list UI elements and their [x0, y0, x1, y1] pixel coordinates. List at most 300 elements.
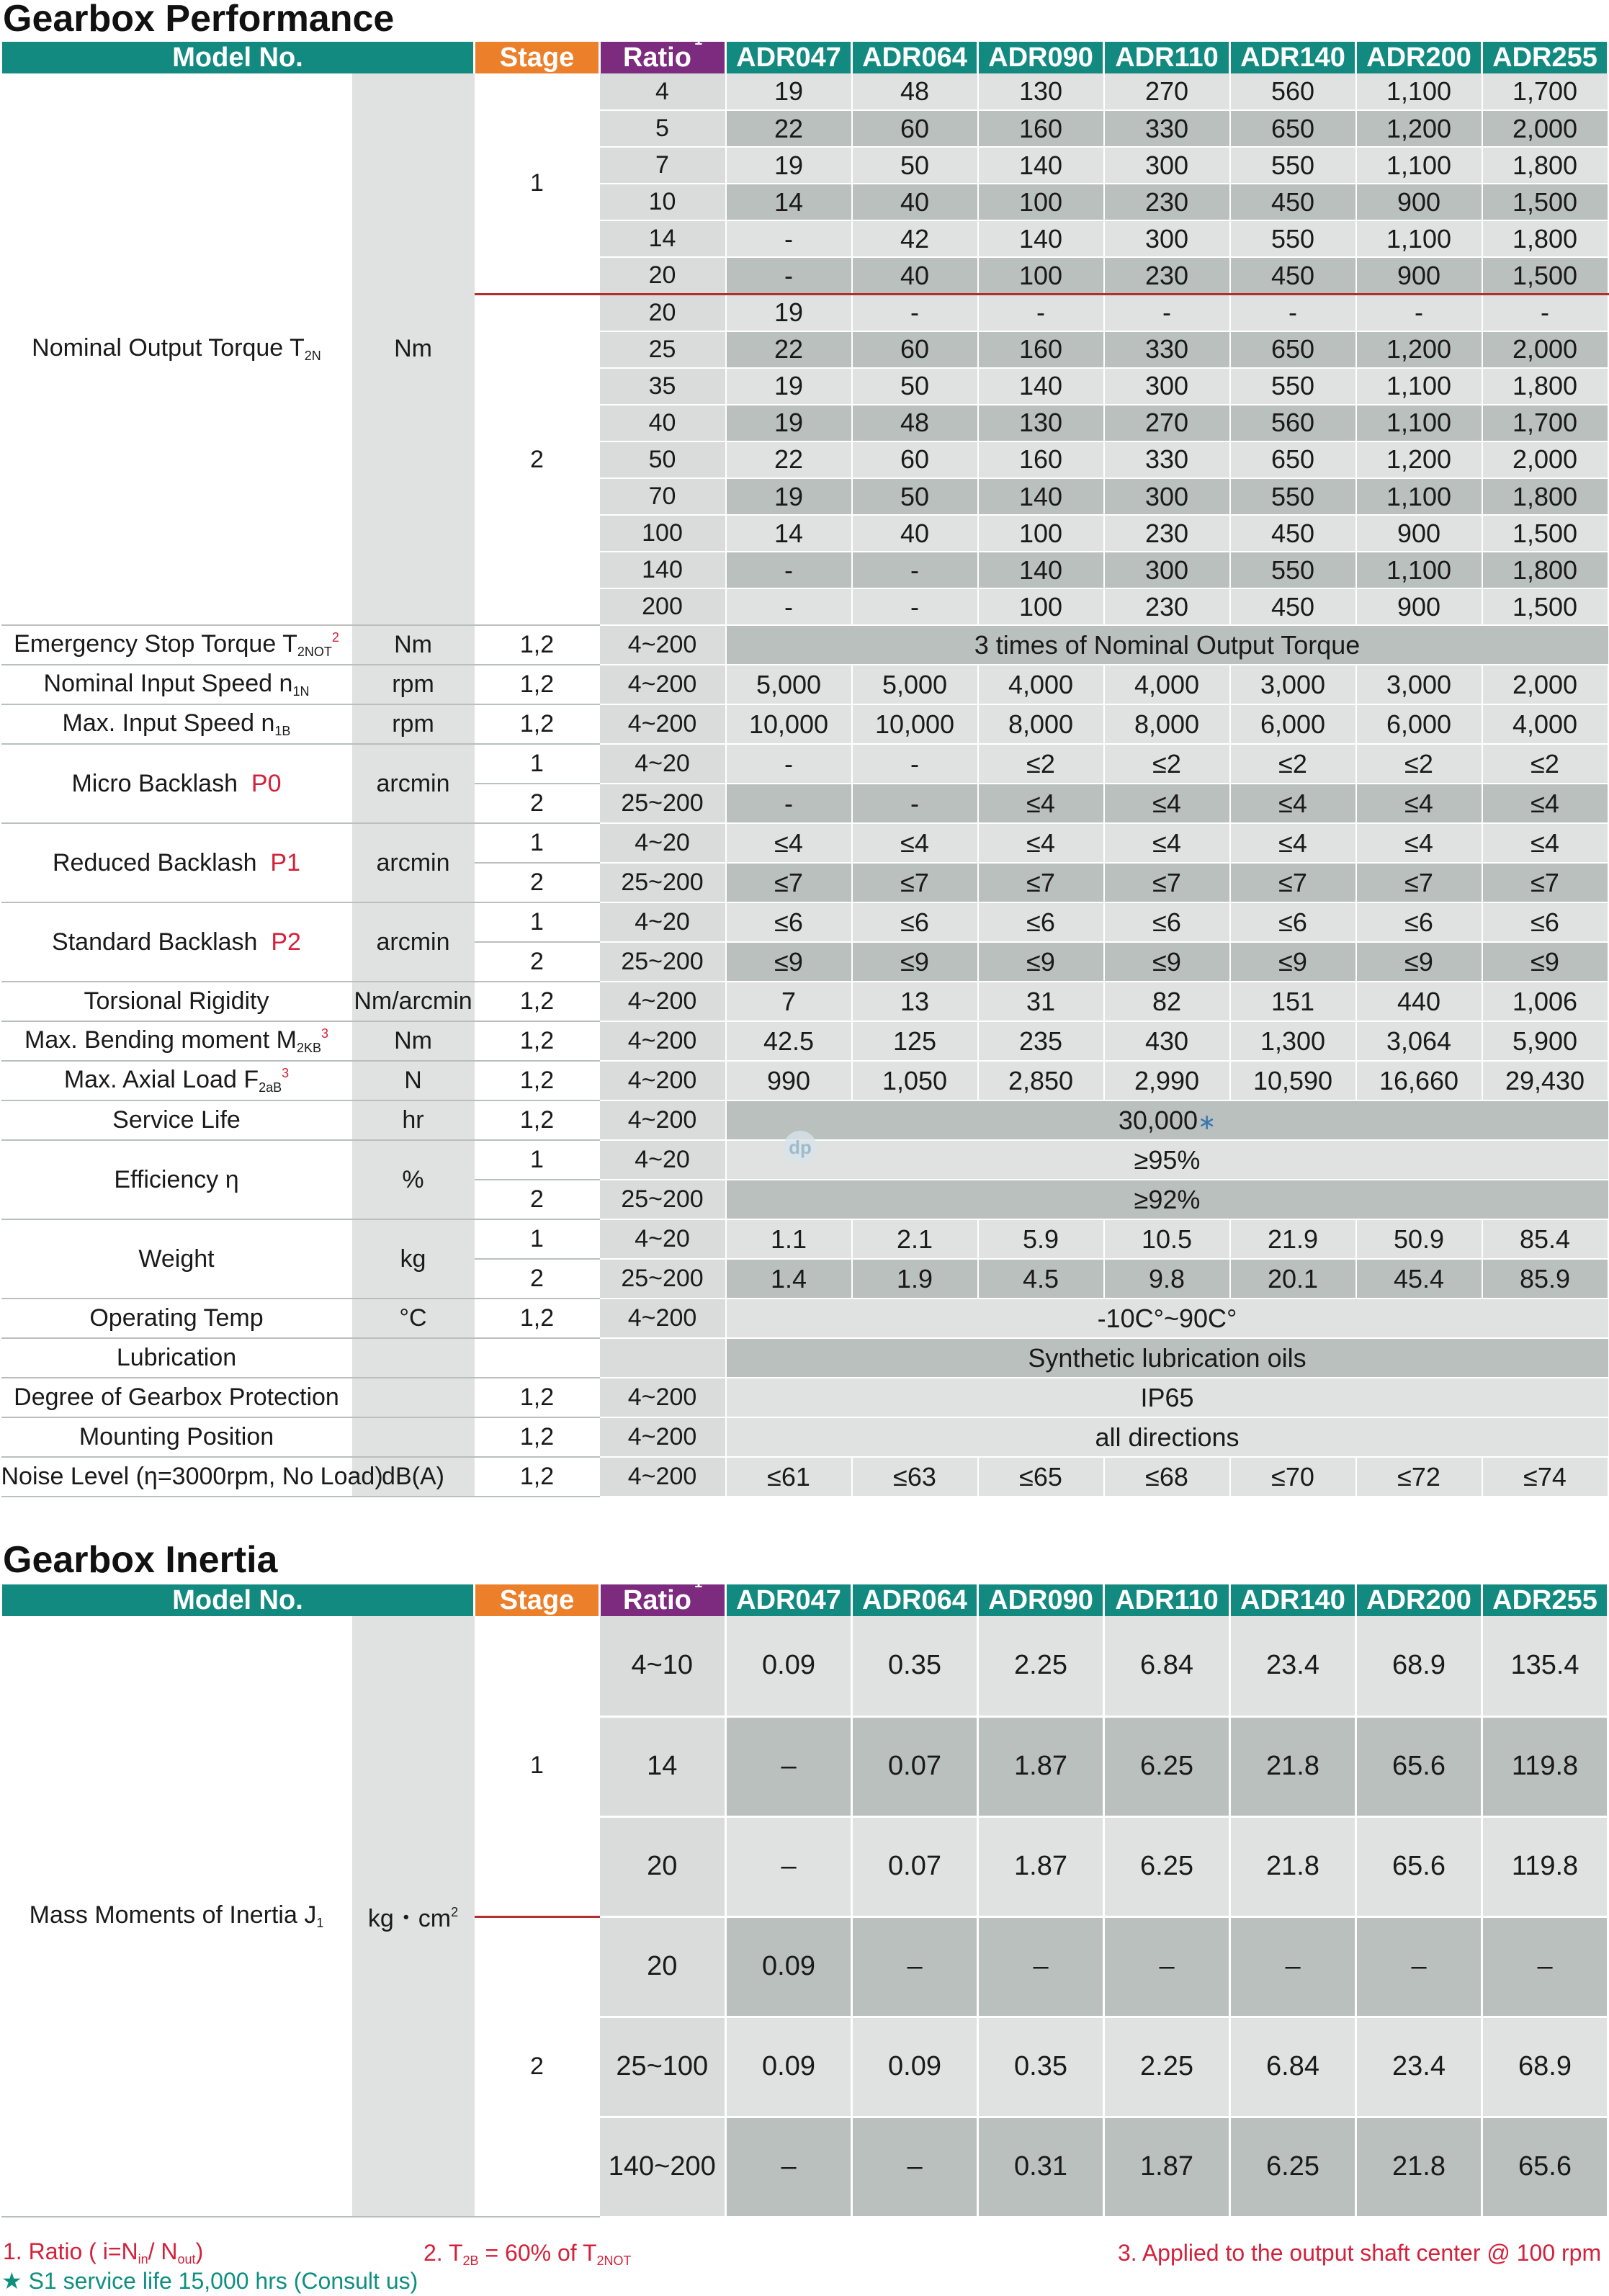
- param-reduced: Reduced Backlash P1: [1, 823, 352, 902]
- value-cell: ≤63: [852, 1457, 978, 1497]
- value-cell: 550: [1230, 220, 1356, 257]
- value-cell: 1.9: [852, 1259, 978, 1299]
- row-micro: [1, 744, 1608, 784]
- value-cell: 900: [1356, 184, 1482, 220]
- value-cell: 550: [1230, 478, 1356, 515]
- param-life: Service Life: [1, 1100, 352, 1140]
- param-mounting: Mounting Position: [1, 1417, 352, 1457]
- value-cell: 1,200: [1356, 331, 1482, 368]
- value-cell: 10.5: [1104, 1219, 1230, 1259]
- row-standard: [1, 902, 1608, 942]
- value-cell: ≤2: [1482, 744, 1608, 784]
- ratio-cell: 25~200: [600, 863, 726, 902]
- row-bending: [1, 1021, 1608, 1061]
- value-cell: 1,006: [1482, 982, 1608, 1021]
- value-cell: ≤4: [1104, 823, 1230, 863]
- value-cell: 4.5: [978, 1259, 1104, 1299]
- value-cell: 8,000: [978, 704, 1104, 744]
- value-cell: ≤6: [726, 902, 852, 942]
- value-cell: 22: [726, 110, 852, 147]
- ratio-cell: 100: [600, 515, 726, 552]
- value-cell: 0.09: [852, 2017, 978, 2117]
- value-cell: 560: [1230, 405, 1356, 441]
- value-cell: 330: [1104, 110, 1230, 147]
- value-cell: 82: [1104, 982, 1230, 1021]
- ratio-cell: 25: [600, 331, 726, 368]
- table-row: [1, 1616, 1608, 1716]
- value-cell: 68.9: [1482, 2017, 1608, 2117]
- value-cell: 6,000: [1356, 704, 1482, 744]
- value-cell: 160: [978, 110, 1104, 147]
- param-rigidity: Torsional Rigidity: [1, 982, 352, 1021]
- value-cell: 1,100: [1356, 147, 1482, 184]
- ratio-cell: 35: [600, 368, 726, 405]
- value-cell: 300: [1104, 147, 1230, 184]
- stage-header: Stage: [475, 42, 600, 73]
- value-cell: 0.31: [978, 2117, 1104, 2217]
- ratio-cell: 25~200: [600, 1180, 726, 1219]
- param-estop: Emergency Stop Torque $T_{2NOT}^2$: [1, 625, 352, 665]
- ratio-cell: 4~20: [600, 1219, 726, 1259]
- value-cell: 1,700: [1482, 405, 1608, 441]
- value-cell: 40: [852, 184, 978, 220]
- value-cell: ≤7: [726, 863, 852, 902]
- unit-cell: [352, 1378, 475, 1417]
- merged-value: -10C°~90C°: [726, 1299, 1608, 1338]
- value-cell: 22: [726, 331, 852, 368]
- model-col-header: ADR200: [1356, 1584, 1482, 1616]
- row-estop: [1, 625, 1608, 665]
- value-cell: 270: [1104, 405, 1230, 441]
- table-row: [1, 73, 1608, 110]
- model-col-header: ADR090: [978, 42, 1104, 73]
- param-nin: Nominal Input Speed $n_{1N}$: [1, 665, 352, 704]
- value-cell: 5,000: [852, 665, 978, 704]
- inertia-title: Gearbox Inertia: [3, 1539, 278, 1581]
- value-cell: ≤6: [1356, 902, 1482, 942]
- value-cell: ≤68: [1104, 1457, 1230, 1497]
- value-cell: 16,660: [1356, 1061, 1482, 1100]
- model-header: Model No.: [1, 42, 475, 73]
- value-cell: 650: [1230, 110, 1356, 147]
- value-cell: 23.4: [1356, 2017, 1482, 2117]
- ratio-cell: 25~100: [600, 2017, 726, 2117]
- value-cell: 140: [978, 220, 1104, 257]
- value-cell: 29,430: [1482, 1061, 1608, 1100]
- value-cell: –: [978, 1916, 1104, 2017]
- value-cell: -: [852, 588, 978, 625]
- value-cell: 1,050: [852, 1061, 978, 1100]
- value-cell: 40: [852, 257, 978, 294]
- value-cell: 990: [726, 1061, 852, 1100]
- value-cell: -: [852, 744, 978, 784]
- value-cell: 48: [852, 405, 978, 441]
- value-cell: 100: [978, 257, 1104, 294]
- ratio-cell: 25~200: [600, 942, 726, 982]
- value-cell: 19: [726, 478, 852, 515]
- ratio-cell: 4~20: [600, 1140, 726, 1180]
- unit-cell: rpm: [352, 704, 475, 744]
- value-cell: 21.9: [1230, 1219, 1356, 1259]
- value-cell: -: [1104, 295, 1230, 331]
- stage-cell: 2: [475, 863, 600, 902]
- value-cell: ≤4: [726, 823, 852, 863]
- unit-cell: °C: [352, 1299, 475, 1338]
- value-cell: -: [726, 784, 852, 823]
- value-cell: 151: [1230, 982, 1356, 1021]
- row-noise: [1, 1457, 1608, 1497]
- model-col-header: ADR110: [1104, 42, 1230, 73]
- stage-cell: 1,2: [475, 1378, 600, 1417]
- value-cell: ≤7: [1482, 863, 1608, 902]
- value-cell: 1,800: [1482, 552, 1608, 588]
- footnote-shaft: 3. Applied to the output shaft center @ 100 rpm: [1118, 2240, 1602, 2266]
- value-cell: 1,800: [1482, 147, 1608, 184]
- ratio-cell: 4~200: [600, 665, 726, 704]
- value-cell: 85.9: [1482, 1259, 1608, 1299]
- value-cell: 430: [1104, 1021, 1230, 1061]
- value-cell: ≤72: [1356, 1457, 1482, 1497]
- ratio-cell: 4~200: [600, 1378, 726, 1417]
- value-cell: ≤9: [1482, 942, 1608, 982]
- row-axial: [1, 1061, 1608, 1100]
- stage-header: Stage: [475, 1584, 600, 1616]
- value-cell: ≤65: [978, 1457, 1104, 1497]
- value-cell: 19: [726, 368, 852, 405]
- stage-cell: 1,2: [475, 625, 600, 665]
- ratio-cell: 14: [600, 1716, 726, 1816]
- param-inertia: Mass Moments of Inertia $J_1$: [1, 1616, 352, 2217]
- stage-cell: 1: [475, 902, 600, 942]
- value-cell: 1.1: [726, 1219, 852, 1259]
- value-cell: 0.09: [726, 2017, 852, 2117]
- value-cell: 1.87: [1104, 2117, 1230, 2217]
- value-cell: 300: [1104, 368, 1230, 405]
- value-cell: ≤4: [978, 823, 1104, 863]
- value-cell: –: [1104, 1916, 1230, 2017]
- param-maxin: Max. Input Speed $n_{1B}$: [1, 704, 352, 744]
- ratio-cell: 4~200: [600, 1417, 726, 1457]
- value-cell: 9.8: [1104, 1259, 1230, 1299]
- value-cell: 1,500: [1482, 184, 1608, 220]
- inertia-table: [0, 1574, 1609, 2218]
- ratio-cell: 140~200: [600, 2117, 726, 2217]
- stage-cell: 1,2: [475, 1457, 600, 1497]
- ratio-cell: 4~200: [600, 1299, 726, 1338]
- value-cell: 50: [852, 368, 978, 405]
- param-protection: Degree of Gearbox Protection: [1, 1378, 352, 1417]
- value-cell: ≤9: [1230, 942, 1356, 982]
- value-cell: ≤74: [1482, 1457, 1608, 1497]
- value-cell: 0.09: [726, 1616, 852, 1716]
- value-cell: ≤7: [852, 863, 978, 902]
- stage-cell: 2: [475, 784, 600, 823]
- stage-cell: 1,2: [475, 982, 600, 1021]
- model-col-header: ADR047: [726, 42, 852, 73]
- value-cell: 20.1: [1230, 1259, 1356, 1299]
- ratio-cell: 20: [600, 295, 726, 331]
- value-cell: ≤9: [726, 942, 852, 982]
- ratio-cell: 25~200: [600, 1259, 726, 1299]
- stage-cell: 2: [475, 1180, 600, 1219]
- stage-cell: 1,2: [475, 1417, 600, 1457]
- stage-cell: 1,2: [475, 704, 600, 744]
- value-cell: -: [726, 588, 852, 625]
- unit-cell: N: [352, 1061, 475, 1100]
- value-cell: ≤4: [1356, 823, 1482, 863]
- value-cell: –: [1356, 1916, 1482, 2017]
- value-cell: 550: [1230, 368, 1356, 405]
- row-lub: [1, 1338, 1608, 1378]
- value-cell: ≤2: [1356, 744, 1482, 784]
- value-cell: 3,000: [1230, 665, 1356, 704]
- ratio-cell: 40: [600, 405, 726, 441]
- stage-cell: 1: [475, 744, 600, 784]
- value-cell: 10,000: [726, 704, 852, 744]
- value-cell: 10,590: [1230, 1061, 1356, 1100]
- value-cell: ≤6: [1482, 902, 1608, 942]
- value-cell: 65.6: [1356, 1716, 1482, 1816]
- value-cell: 450: [1230, 257, 1356, 294]
- param-bending: Max. Bending moment $M_{2KB}^3$: [1, 1021, 352, 1061]
- value-cell: 1,500: [1482, 515, 1608, 552]
- value-cell: 22: [726, 441, 852, 478]
- value-cell: 21.8: [1230, 1716, 1356, 1816]
- value-cell: 0.35: [978, 2017, 1104, 2117]
- value-cell: 1.87: [978, 1816, 1104, 1916]
- value-cell: 3,064: [1356, 1021, 1482, 1061]
- value-cell: 100: [978, 184, 1104, 220]
- value-cell: 3,000: [1356, 665, 1482, 704]
- model-header: Model No.: [1, 1584, 475, 1616]
- value-cell: -: [1356, 295, 1482, 331]
- value-cell: -: [852, 552, 978, 588]
- value-cell: 230: [1104, 184, 1230, 220]
- value-cell: ≤7: [978, 863, 1104, 902]
- value-cell: 42: [852, 220, 978, 257]
- ratio-cell: 4: [600, 73, 726, 110]
- ratio-cell: 5: [600, 110, 726, 147]
- value-cell: 135.4: [1482, 1616, 1608, 1716]
- ratio-cell: 4~200: [600, 704, 726, 744]
- unit-cell: [352, 1417, 475, 1457]
- unit-cell: kg: [352, 1219, 475, 1299]
- ratio-header: Ratio$^1$: [600, 1584, 726, 1616]
- value-cell: –: [852, 2117, 978, 2217]
- watermark-logo: dp: [784, 1131, 817, 1164]
- param-axial: Max. Axial Load $F_{2aB}^3$: [1, 1061, 352, 1100]
- footnote-service-life: ★ S1 service life 15,000 hrs (Consult us): [1, 2268, 418, 2294]
- value-cell: ≤4: [1230, 823, 1356, 863]
- ratio-cell: 25~200: [600, 784, 726, 823]
- value-cell: 2.1: [852, 1219, 978, 1259]
- value-cell: -: [726, 744, 852, 784]
- value-cell: 900: [1356, 257, 1482, 294]
- unit-cell: [352, 1338, 475, 1378]
- value-cell: ≤4: [852, 823, 978, 863]
- row-nin: [1, 665, 1608, 704]
- value-cell: 130: [978, 405, 1104, 441]
- value-cell: 19: [726, 405, 852, 441]
- stage-cell: 2: [475, 295, 600, 626]
- value-cell: 230: [1104, 588, 1230, 625]
- stage-cell: 1: [475, 1140, 600, 1180]
- ratio-cell: 4~20: [600, 823, 726, 863]
- value-cell: 40: [852, 515, 978, 552]
- merged-value: IP65: [726, 1378, 1608, 1417]
- param-lub: Lubrication: [1, 1338, 352, 1378]
- unit-cell: dB(A): [352, 1457, 475, 1497]
- value-cell: 5,900: [1482, 1021, 1608, 1061]
- value-cell: 900: [1356, 515, 1482, 552]
- ratio-cell: 50: [600, 441, 726, 478]
- ratio-cell: 4~200: [600, 625, 726, 665]
- ratio-cell: 4~10: [600, 1616, 726, 1716]
- param-eff: Efficiency η: [1, 1140, 352, 1219]
- model-col-header: ADR047: [726, 1584, 852, 1616]
- value-cell: 2,000: [1482, 441, 1608, 478]
- ratio-cell: 200: [600, 588, 726, 625]
- stage-cell: 1,2: [475, 1100, 600, 1140]
- value-cell: 140: [978, 552, 1104, 588]
- value-cell: 330: [1104, 441, 1230, 478]
- value-cell: 1,800: [1482, 368, 1608, 405]
- value-cell: 1,100: [1356, 405, 1482, 441]
- value-cell: 60: [852, 331, 978, 368]
- stage-cell: 1: [475, 1616, 600, 1916]
- value-cell: 2,990: [1104, 1061, 1230, 1100]
- merged-value: ≥95%: [726, 1140, 1608, 1180]
- ratio-cell: 10: [600, 184, 726, 220]
- value-cell: 5.9: [978, 1219, 1104, 1259]
- value-cell: 50: [852, 478, 978, 515]
- value-cell: –: [726, 1716, 852, 1816]
- value-cell: 19: [726, 147, 852, 184]
- unit-cell: Nm/arcmin: [352, 982, 475, 1021]
- value-cell: 300: [1104, 220, 1230, 257]
- stage-cell: [475, 1338, 600, 1378]
- stage-cell: 1,2: [475, 1061, 600, 1100]
- value-cell: 6.84: [1104, 1616, 1230, 1716]
- unit-cell: Nm: [352, 73, 475, 625]
- ratio-cell: 4~200: [600, 1021, 726, 1061]
- value-cell: 48: [852, 73, 978, 110]
- row-rigidity: [1, 982, 1608, 1021]
- ratio-cell: 70: [600, 478, 726, 515]
- model-col-header: ADR140: [1230, 1584, 1356, 1616]
- model-col-header: ADR064: [852, 42, 978, 73]
- value-cell: 2.25: [978, 1616, 1104, 1716]
- value-cell: ≤6: [852, 902, 978, 942]
- value-cell: 6.25: [1230, 2117, 1356, 2217]
- unit-cell: rpm: [352, 665, 475, 704]
- value-cell: 31: [978, 982, 1104, 1021]
- stage-cell: 2: [475, 942, 600, 982]
- value-cell: –: [852, 1916, 978, 2017]
- param-micro: Micro Backlash P0: [1, 744, 352, 823]
- ratio-cell: 20: [600, 1816, 726, 1916]
- value-cell: 5,000: [726, 665, 852, 704]
- ratio-cell: 7: [600, 147, 726, 184]
- value-cell: ≤4: [1482, 784, 1608, 823]
- value-cell: 1,300: [1230, 1021, 1356, 1061]
- value-cell: 440: [1356, 982, 1482, 1021]
- value-cell: 23.4: [1230, 1616, 1356, 1716]
- value-cell: 235: [978, 1021, 1104, 1061]
- ratio-cell: 20: [600, 257, 726, 294]
- value-cell: ≤2: [1104, 744, 1230, 784]
- stage-cell: 2: [475, 1916, 600, 2217]
- value-cell: 1,800: [1482, 478, 1608, 515]
- row-reduced: [1, 823, 1608, 863]
- unit-cell: kg・$cm^2$: [352, 1616, 475, 2217]
- merged-value: 3 times of Nominal Output Torque: [726, 625, 1608, 665]
- value-cell: 2,000: [1482, 665, 1608, 704]
- value-cell: 230: [1104, 515, 1230, 552]
- value-cell: ≤9: [1356, 942, 1482, 982]
- value-cell: 60: [852, 441, 978, 478]
- value-cell: ≤61: [726, 1457, 852, 1497]
- value-cell: 160: [978, 331, 1104, 368]
- value-cell: 85.4: [1482, 1219, 1608, 1259]
- value-cell: 1,200: [1356, 110, 1482, 147]
- value-cell: ≤4: [1482, 823, 1608, 863]
- unit-cell: arcmin: [352, 744, 475, 823]
- value-cell: 2,850: [978, 1061, 1104, 1100]
- value-cell: ≤4: [1230, 784, 1356, 823]
- value-cell: 10,000: [852, 704, 978, 744]
- value-cell: ≤9: [978, 942, 1104, 982]
- merged-value: all directions: [726, 1417, 1608, 1457]
- value-cell: 300: [1104, 478, 1230, 515]
- ratio-cell: 14: [600, 220, 726, 257]
- model-col-header: ADR200: [1356, 42, 1482, 73]
- stage-cell: 1,2: [475, 1299, 600, 1338]
- row-protection: [1, 1378, 1608, 1417]
- ratio-cell: 4~200: [600, 1100, 726, 1140]
- value-cell: 19: [726, 73, 852, 110]
- value-cell: ≤4: [1356, 784, 1482, 823]
- stage-cell: 1,2: [475, 1021, 600, 1061]
- value-cell: -: [726, 552, 852, 588]
- value-cell: 560: [1230, 73, 1356, 110]
- unit-cell: %: [352, 1140, 475, 1219]
- stage-cell: 1,2: [475, 665, 600, 704]
- model-col-header: ADR140: [1230, 42, 1356, 73]
- unit-cell: arcmin: [352, 823, 475, 902]
- value-cell: 330: [1104, 331, 1230, 368]
- value-cell: –: [1230, 1916, 1356, 2017]
- param-noise: Noise Level (η=3000rpm, No Load): [1, 1457, 352, 1497]
- value-cell: 300: [1104, 552, 1230, 588]
- value-cell: ≤2: [978, 744, 1104, 784]
- value-cell: 21.8: [1356, 2117, 1482, 2217]
- model-col-header: ADR090: [978, 1584, 1104, 1616]
- ratio-cell: 4~20: [600, 902, 726, 942]
- value-cell: ≤7: [1356, 863, 1482, 902]
- value-cell: -: [852, 295, 978, 331]
- value-cell: ≤70: [1230, 1457, 1356, 1497]
- stage-cell: 2: [475, 1259, 600, 1299]
- value-cell: 140: [978, 368, 1104, 405]
- value-cell: 100: [978, 588, 1104, 625]
- value-cell: -: [978, 295, 1104, 331]
- value-cell: 550: [1230, 552, 1356, 588]
- value-cell: 650: [1230, 331, 1356, 368]
- value-cell: 68.9: [1356, 1616, 1482, 1716]
- value-cell: 8,000: [1104, 704, 1230, 744]
- value-cell: 1.87: [978, 1716, 1104, 1816]
